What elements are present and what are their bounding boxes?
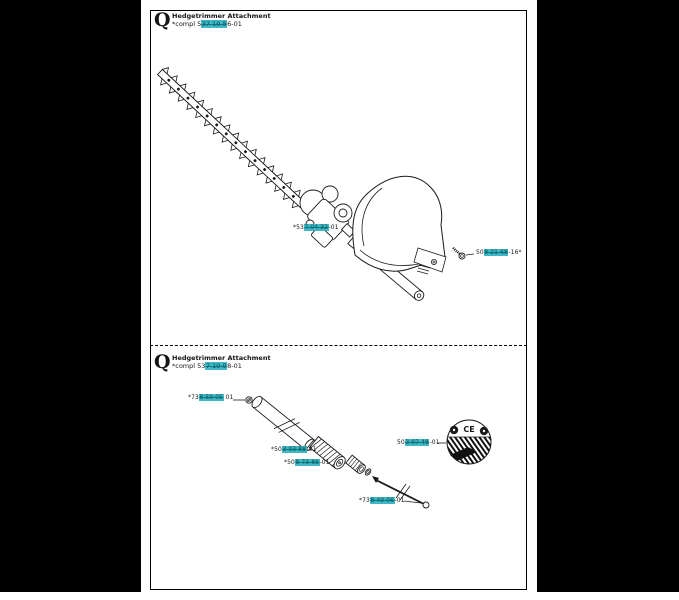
part-number-label-guard-screw[interactable]: 508 21 68-16* bbox=[476, 249, 522, 256]
section1-q-logo: Q bbox=[154, 9, 171, 31]
part-number-link[interactable]: 3 93 88 bbox=[282, 446, 307, 453]
part-number-label-blade-guard[interactable]: *537 04 32-01 bbox=[293, 224, 339, 231]
ce-mark-text: CE bbox=[463, 425, 475, 434]
part-number-label-warning-decal[interactable]: 503 97 48-01 bbox=[397, 439, 440, 446]
bushing-drawing bbox=[346, 455, 367, 475]
part-number-link[interactable]: 7 04 32 bbox=[304, 224, 329, 231]
gear-housing-drawing bbox=[300, 186, 355, 248]
part-number-link[interactable]: 8 21 68 bbox=[484, 249, 508, 256]
locking-screw-drawing bbox=[246, 397, 252, 403]
part-number-label-locking-screw[interactable]: *738 59 05 01 bbox=[188, 394, 234, 401]
section1-compl-number[interactable]: *compl 537 19 86-01 bbox=[172, 19, 242, 28]
section2-compl-number[interactable]: *compl 537 19 98-01 bbox=[172, 361, 242, 370]
viewer-background-right bbox=[537, 0, 679, 592]
section1-title: Hedgetrimmer Attachment bbox=[172, 12, 271, 20]
guard-screw-drawing bbox=[450, 245, 466, 260]
section2-q-logo: Q bbox=[154, 351, 171, 373]
part-number-link[interactable]: 7 19 9 bbox=[205, 361, 227, 370]
cutter-bar-drawing bbox=[154, 65, 309, 211]
section2-title: Hedgetrimmer Attachment bbox=[172, 354, 271, 362]
part-number-link[interactable]: 8 59 05 bbox=[199, 394, 224, 401]
viewer-background-left bbox=[0, 0, 141, 592]
part-number-label-drive-shaft[interactable]: *738 49 06-01 bbox=[359, 497, 405, 504]
part-number-link[interactable]: 8 73 86 bbox=[295, 459, 320, 466]
part-number-link[interactable]: 8 49 06 bbox=[370, 497, 395, 504]
shaft-assembly-drawing bbox=[150, 345, 527, 590]
part-number-link[interactable]: 37 19 8 bbox=[201, 19, 227, 28]
part-number-link[interactable]: 3 97 48 bbox=[405, 439, 429, 446]
blade-guard-drawing bbox=[353, 176, 446, 274]
hedgetrimmer-assembly-drawing bbox=[150, 10, 527, 345]
warning-decal-drawing bbox=[447, 420, 491, 464]
part-number-label-coupler[interactable]: *503 93 88-01 bbox=[271, 446, 317, 453]
leader-line bbox=[466, 254, 474, 255]
part-number-label-bushing[interactable]: *508 73 86-01 bbox=[284, 459, 330, 466]
